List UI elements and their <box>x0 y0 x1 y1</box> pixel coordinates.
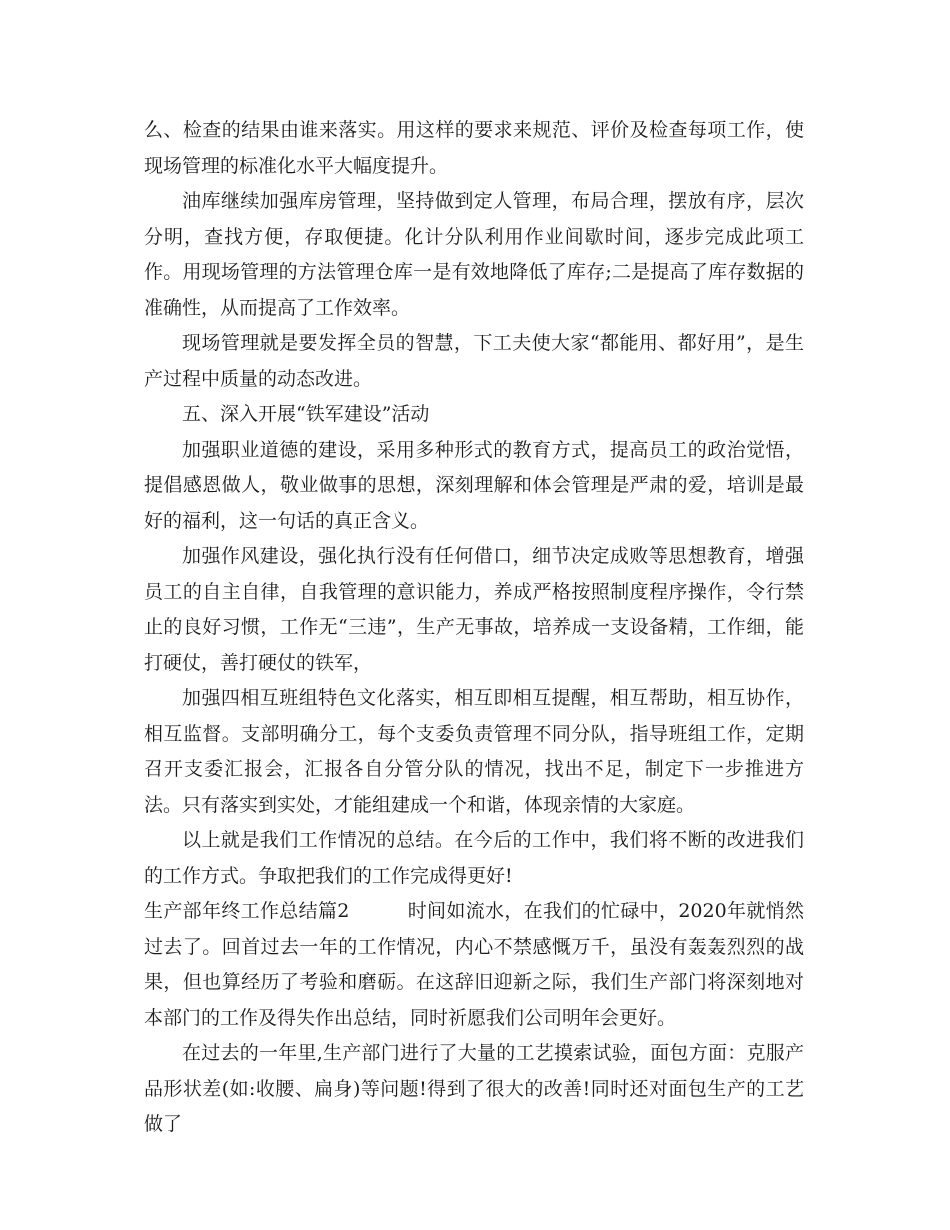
paragraph-3: 现场管理就是要发挥全员的智慧，下工夫使大家“都能用、都好用”，是生产过程中质量的动态改进。 <box>144 332 804 390</box>
paragraph-5: 加强作风建设，强化执行没有任何借口，细节决定成败等思想教育，增强员工的自主自律，自我管理的意识能力，养成严格按照制度程序操作，令行禁止的良好习惯，工作无“三违”，生产无事故，培养成一支设备精，工作细，能打硬仗，善打硬仗的铁军， <box>144 545 804 674</box>
document-page <box>144 113 804 1143</box>
section-heading-5: 五、深入开展“铁军建设”活动 <box>182 403 430 425</box>
paragraph-1: 么、检查的结果由谁来落实。用这样的要求来规范、评价及检查每项工作，使现场管理的标准化水平大幅度提升。 <box>144 119 804 177</box>
paragraph-6: 加强四相互班组特色文化落实，相互即相互提醒，相互帮助，相互协作，相互监督。支部明确分工，每个支委负责管理不同分队，指导班组工作，定期召开支委汇报会，汇报各自分管分队的情况，找出不足，制定下一步推进方法。只有落实到实处，才能组建成一个和谐，体现亲情的大家庭。 <box>144 687 804 816</box>
paragraph-4: 加强职业道德的建设，采用多种形式的教育方式，提高员工的政治觉悟，提倡感恩做人，敬业做事的思想，深刻理解和体会管理是严肃的爱，培训是最好的福利，这一句话的真正含义。 <box>144 438 804 532</box>
paragraph-2: 油库继续加强库房管理，坚持做到定人管理，布局合理，摆放有序，层次分明，查找方便，存取便捷。化计分队利用作业间歇时间，逐步完成此项工作。用现场管理的方法管理仓库一是有效地降低了库存;二是提高了库存数据的准确性，从而提高了工作效率。 <box>144 190 804 319</box>
paragraph-8: 生产部年终工作总结篇2 时间如流水，在我们的忙碌中，2020年就悄然过去了。回首过去一年的工作情况，内心不禁感慨万千，虽没有轰轰烈烈的战果，但也算经历了考验和磨砺。在这辞旧迎新之际，我们生产部门将深刻地对本部门的工作及得失作出总结，同时祈愿我们公司明年会更好。 <box>144 900 804 1029</box>
paragraph-9: 在过去的一年里,生产部门进行了大量的工艺摸索试验，面包方面：克服产品形状差(如:收腰、扁身)等问题!得到了很大的改善!同时还对面包生产的工艺做了 <box>144 1042 804 1135</box>
paragraph-7: 以上就是我们工作情况的总结。在今后的工作中，我们将不断的改进我们的工作方式。争取把我们的工作完成得更好! <box>144 829 804 887</box>
